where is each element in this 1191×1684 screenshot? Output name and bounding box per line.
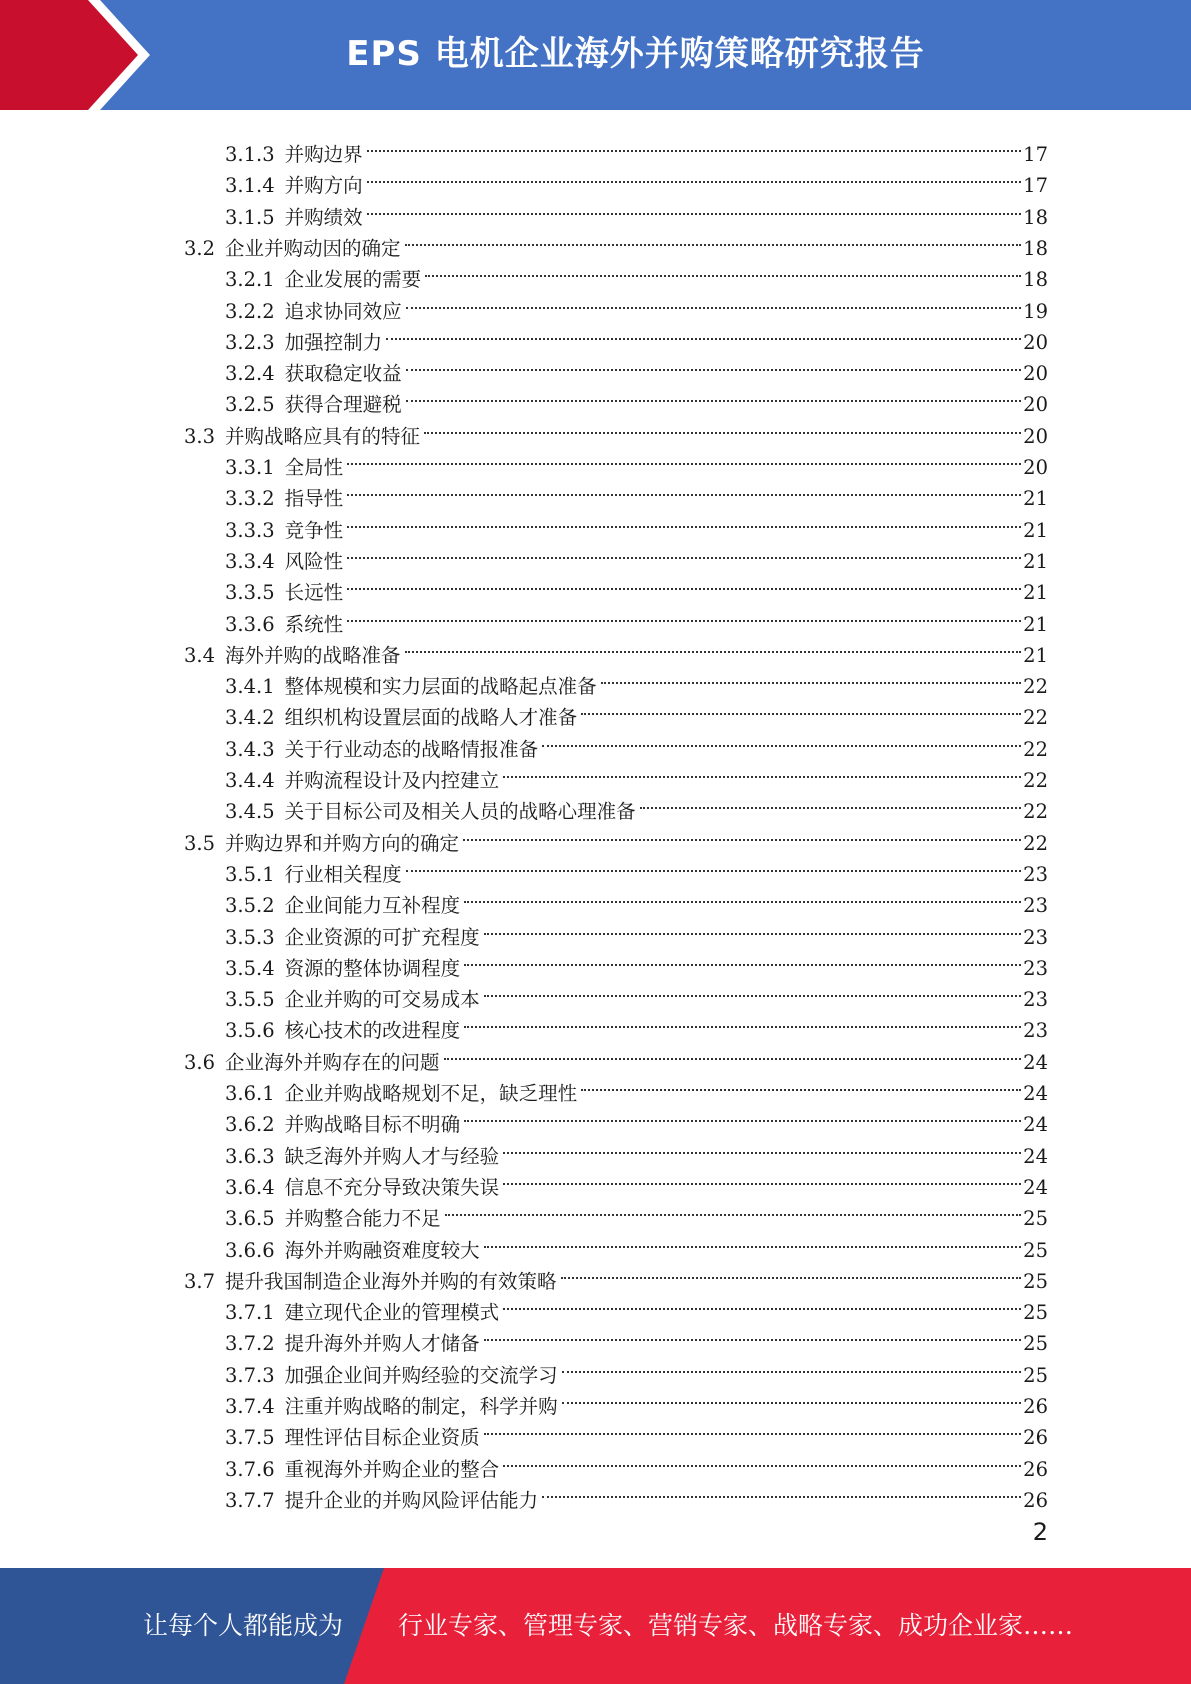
toc-entry-page: 21 (1023, 581, 1048, 604)
toc-entry-title: 企业发展的需要 (284, 268, 422, 291)
toc-entry-number: 3.7 (184, 1270, 216, 1293)
toc-entry-number: 3.6.6 (225, 1239, 275, 1262)
toc-entry-title: 并购绩效 (284, 206, 363, 229)
toc-entry-page: 25 (1023, 1301, 1048, 1324)
toc-entry-number: 3.6.2 (225, 1113, 275, 1136)
toc-entry-title: 并购边界 (284, 143, 363, 166)
toc-entry-page: 23 (1023, 957, 1048, 980)
toc-entry-title: 企业并购动因的确定 (225, 237, 401, 260)
toc-entry-number: 3.7.4 (225, 1395, 275, 1418)
toc-entry-title: 并购战略应具有的特征 (225, 425, 421, 448)
toc-entry-title: 并购流程设计及内控建立 (284, 769, 500, 792)
toc-entry-title: 重视海外并购企业的整合 (284, 1458, 500, 1481)
toc-dot-leader (406, 338, 1022, 371)
toc-dot-leader (484, 964, 1022, 997)
toc-entry-page: 26 (1023, 1426, 1048, 1449)
toc-entry-title: 海外并购融资难度较大 (284, 1239, 480, 1262)
page-footer (0, 1568, 1191, 1684)
toc-dot-leader (464, 995, 1021, 1028)
page-header (0, 0, 1191, 110)
toc-entry-number: 3.1.4 (225, 174, 275, 197)
toc-entry-title: 提升企业的并购风险评估能力 (284, 1489, 539, 1512)
toc-dot-leader (503, 1121, 1021, 1154)
toc-dot-leader (406, 839, 1022, 872)
toc-entry-page: 25 (1023, 1364, 1048, 1387)
toc-dot-leader (464, 870, 1021, 903)
toc-entry-title: 缺乏海外并购人才与经验 (284, 1145, 500, 1168)
toc-entry-title: 理性评估目标企业资质 (284, 1426, 480, 1449)
toc-entry-title: 关于行业动态的战略情报准备 (284, 738, 539, 761)
toc-entry-number: 3.4.1 (225, 675, 275, 698)
toc-entry-page: 19 (1023, 300, 1048, 323)
toc-entry-number: 3.2.2 (225, 300, 275, 323)
toc-entry-page: 23 (1023, 863, 1048, 886)
toc-entry-number: 3.7.6 (225, 1458, 275, 1481)
toc-dot-leader (640, 776, 1022, 809)
toc-entry-title: 核心技术的改进程度 (284, 1019, 461, 1042)
toc-entry-number: 3.4.4 (225, 769, 275, 792)
footer-slogan-right: 行业专家、管理专家、营销专家、战略专家、成功企业家…… (398, 1611, 1074, 1640)
toc-entry-number: 3.5 (184, 832, 216, 855)
toc-dot-leader (367, 119, 1022, 152)
toc-entry-number: 3.3 (184, 425, 216, 448)
toc-entry-title: 关于目标公司及相关人员的战略心理准备 (284, 800, 636, 823)
toc-dot-leader (406, 276, 1022, 309)
toc-entry-page: 23 (1023, 1019, 1048, 1042)
toc-entry-title: 并购战略目标不明确 (284, 1113, 461, 1136)
toc-entry-title: 海外并购的战略准备 (225, 644, 401, 667)
toc-entry-title: 获得合理避税 (284, 393, 402, 416)
toc-entry-title: 企业资源的可扩充程度 (284, 926, 480, 949)
toc-entry-number: 3.3.2 (225, 487, 275, 510)
toc-entry-title: 整体规模和实力层面的战略起点准备 (284, 675, 597, 698)
toc-entry-number: 3.5.5 (225, 988, 275, 1011)
toc-entry-page: 25 (1023, 1207, 1048, 1230)
toc-entry-number: 3.4.5 (225, 800, 275, 823)
toc-entry-number: 3.7.2 (225, 1332, 275, 1355)
toc-entry-page: 25 (1023, 1332, 1048, 1355)
toc-dot-leader (464, 1089, 1021, 1122)
toc-entry-number: 3.2.5 (225, 393, 275, 416)
toc-entry-page: 24 (1023, 1145, 1048, 1168)
page-number: 2 (1032, 1518, 1048, 1546)
toc-entry-title: 追求协同效应 (284, 300, 402, 323)
toc-entry-number: 3.5.2 (225, 894, 275, 917)
toc-entry-title: 获取稳定收益 (284, 362, 402, 385)
toc-entry-title: 企业间能力互补程度 (284, 894, 461, 917)
toc-entry-number: 3.3.1 (225, 456, 275, 479)
toc-dot-leader (581, 1058, 1021, 1091)
toc-entry-title: 企业海外并购存在的问题 (225, 1051, 440, 1074)
toc-dot-leader (503, 745, 1021, 778)
toc-entry-number: 3.5.1 (225, 863, 275, 886)
toc-entry-number: 3.4.2 (225, 706, 275, 729)
chevron-arrow-icon (0, 0, 160, 110)
toc-dot-leader (484, 1215, 1022, 1248)
toc-entry-number: 3.7.3 (225, 1364, 275, 1387)
toc-entry-page: 24 (1023, 1082, 1048, 1105)
toc-entry-page: 22 (1023, 675, 1048, 698)
toc-entry-title: 长远性 (284, 581, 344, 604)
toc-dot-leader (386, 307, 1021, 340)
toc-entry[interactable] (225, 1474, 1048, 1512)
toc-dot-leader (347, 495, 1021, 528)
toc-dot-leader (445, 1183, 1022, 1216)
toc-entry-page: 17 (1023, 143, 1048, 166)
toc-entry-number: 3.6.4 (225, 1176, 275, 1199)
toc-entry-title: 加强控制力 (284, 331, 383, 354)
toc-entry-page: 21 (1023, 644, 1048, 667)
toc-entry-page: 26 (1023, 1458, 1048, 1481)
toc-entry-page: 23 (1023, 988, 1048, 1011)
toc-dot-leader (561, 1246, 1022, 1279)
toc-dot-leader (347, 557, 1021, 590)
toc-entry-page: 20 (1023, 425, 1048, 448)
toc-dot-leader (464, 933, 1021, 966)
toc-entry-title: 全局性 (284, 456, 344, 479)
toc-entry-page: 22 (1023, 832, 1048, 855)
toc-entry-title: 企业并购的可交易成本 (284, 988, 480, 1011)
toc-entry-number: 3.7.1 (225, 1301, 275, 1324)
toc-entry-page: 21 (1023, 550, 1048, 573)
toc-dot-leader (406, 369, 1022, 402)
toc-entry-page: 24 (1023, 1176, 1048, 1199)
toc-entry-number: 3.2.1 (225, 268, 275, 291)
toc-entry-page: 17 (1023, 174, 1048, 197)
toc-entry-page: 20 (1023, 393, 1048, 416)
toc-entry-number: 3.3.4 (225, 550, 275, 573)
toc-dot-leader (367, 150, 1022, 183)
toc-entry-title: 指导性 (284, 487, 344, 510)
toc-dot-leader (424, 401, 1021, 434)
toc-entry-number: 3.1.5 (225, 206, 275, 229)
toc-dot-leader (503, 1434, 1021, 1467)
toc-entry-page: 20 (1023, 362, 1048, 385)
toc-dot-leader (484, 1402, 1022, 1435)
toc-entry-number: 3.1.3 (225, 143, 275, 166)
toc-dot-leader (405, 620, 1022, 653)
toc-entry-number: 3.5.3 (225, 926, 275, 949)
toc-entry-number: 3.2 (184, 237, 216, 260)
toc-dot-leader (581, 682, 1021, 715)
toc-entry-page: 21 (1023, 519, 1048, 542)
toc-dot-leader (542, 1465, 1021, 1498)
toc-entry-number: 3.7.7 (225, 1489, 275, 1512)
toc-entry-page: 25 (1023, 1270, 1048, 1293)
toc-entry-number: 3.7.5 (225, 1426, 275, 1449)
toc-entry-number: 3.3.3 (225, 519, 275, 542)
toc-entry-page: 23 (1023, 926, 1048, 949)
toc-dot-leader (347, 432, 1021, 465)
toc-entry-number: 3.6.3 (225, 1145, 275, 1168)
toc-entry-number: 3.6 (184, 1051, 216, 1074)
toc-entry-page: 21 (1023, 487, 1048, 510)
toc-entry-page: 22 (1023, 738, 1048, 761)
toc-entry-page: 24 (1023, 1051, 1048, 1074)
toc-dot-leader (425, 244, 1021, 277)
toc-entry-page: 22 (1023, 800, 1048, 823)
toc-entry-title: 注重并购战略的制定，科学并购 (284, 1395, 558, 1418)
toc-entry-title: 提升海外并购人才储备 (284, 1332, 480, 1355)
footer-slogan-left: 让每个人都能成为 (143, 1611, 344, 1640)
toc-entry-number: 3.3.5 (225, 581, 275, 604)
toc-entry-page: 22 (1023, 769, 1048, 792)
toc-entry-title: 企业并购战略规划不足，缺乏理性 (284, 1082, 578, 1105)
toc-dot-leader (484, 902, 1022, 935)
toc-entry-title: 行业相关程度 (284, 863, 402, 886)
toc-entry-number: 3.4.3 (225, 738, 275, 761)
toc-dot-leader (367, 182, 1022, 215)
toc-dot-leader (347, 526, 1021, 559)
toc-entry-title: 加强企业间并购经验的交流学习 (284, 1364, 558, 1387)
toc-entry-page: 18 (1023, 237, 1048, 260)
toc-entry-page: 20 (1023, 456, 1048, 479)
toc-entry-number: 3.5.6 (225, 1019, 275, 1042)
toc-entry-title: 信息不充分导致决策失误 (284, 1176, 500, 1199)
toc-dot-leader (444, 1027, 1022, 1060)
toc-dot-leader (463, 808, 1021, 841)
toc-entry-page: 22 (1023, 706, 1048, 729)
toc-entry-number: 3.6.5 (225, 1207, 275, 1230)
toc-dot-leader (542, 714, 1021, 747)
toc-entry-title: 提升我国制造企业海外并购的有效策略 (225, 1270, 557, 1293)
toc-entry-page: 23 (1023, 894, 1048, 917)
toc-entry-number: 3.4 (184, 644, 216, 667)
toc-dot-leader (484, 1308, 1022, 1341)
toc-entry-page: 18 (1023, 206, 1048, 229)
toc-entry-number: 3.3.6 (225, 613, 275, 636)
toc-entry-title: 并购边界和并购方向的确定 (225, 832, 460, 855)
toc-entry-page: 18 (1023, 268, 1048, 291)
toc-dot-leader (562, 1371, 1022, 1404)
toc-dot-leader (405, 213, 1022, 246)
toc-dot-leader (562, 1340, 1022, 1373)
toc-entry-page: 26 (1023, 1395, 1048, 1418)
toc-dot-leader (503, 1277, 1021, 1310)
toc-entry-page: 26 (1023, 1489, 1048, 1512)
toc-dot-leader (347, 463, 1021, 496)
toc-entry-page: 20 (1023, 331, 1048, 354)
toc-entry-title: 建立现代企业的管理模式 (284, 1301, 500, 1324)
toc-entry-title: 组织机构设置层面的战略人才准备 (284, 706, 578, 729)
toc-entry-number: 3.2.3 (225, 331, 275, 354)
toc-entry-number: 3.5.4 (225, 957, 275, 980)
toc-entry-page: 21 (1023, 613, 1048, 636)
toc-entry-page: 24 (1023, 1113, 1048, 1136)
toc-entry-title: 并购整合能力不足 (284, 1207, 441, 1230)
toc-entry-title: 系统性 (284, 613, 344, 636)
toc-entry-title: 并购方向 (284, 174, 363, 197)
toc-dot-leader (347, 589, 1021, 622)
toc-entry-title: 资源的整体协调程度 (284, 957, 461, 980)
toc-entry-number: 3.2.4 (225, 362, 275, 385)
toc-dot-leader (601, 651, 1022, 684)
toc-entry-number: 3.6.1 (225, 1082, 275, 1105)
report-title: EPS 电机企业海外并购策略研究报告 (346, 34, 925, 74)
toc-dot-leader (503, 1152, 1021, 1185)
toc-entry-page: 25 (1023, 1239, 1048, 1262)
toc-entry-title: 竞争性 (284, 519, 344, 542)
toc-entry-title: 风险性 (284, 550, 344, 573)
